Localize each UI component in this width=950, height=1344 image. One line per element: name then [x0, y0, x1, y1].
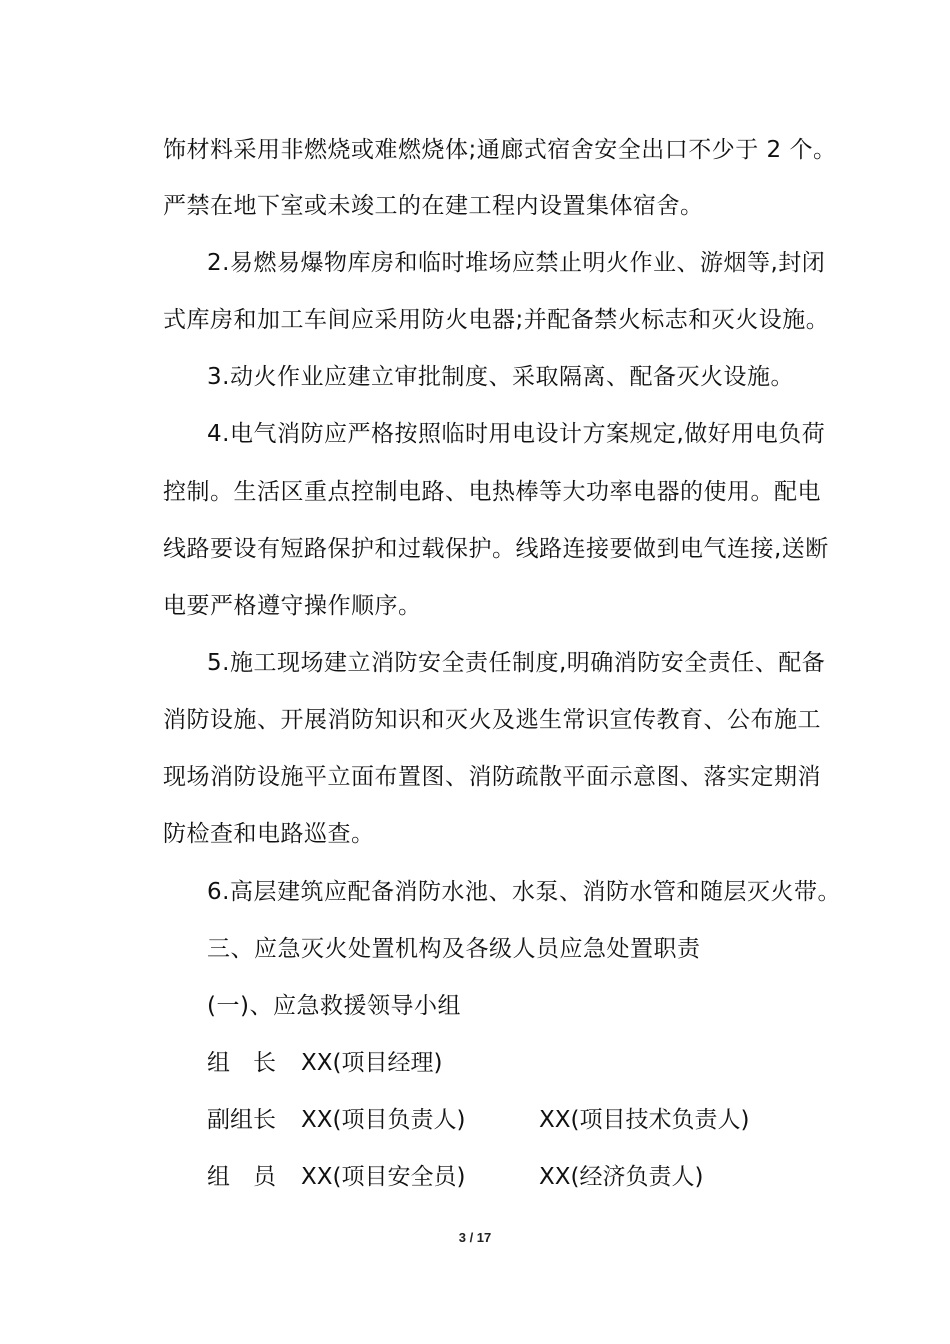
member-name: XX(项目经理): [301, 1050, 443, 1076]
role-title: 组 长: [207, 1050, 276, 1076]
paragraph-line: 现场消防设施平立面布置图、消防疏散平面示意图、落实定期消: [163, 764, 821, 790]
member-name: XX(项目技术负责人): [539, 1107, 750, 1133]
member-name: XX(项目负责人): [301, 1107, 466, 1133]
paragraph-line: 6.高层建筑应配备消防水池、水泵、消防水管和随层灭火带。: [207, 879, 841, 905]
paragraph-line: 线路要设有短路保护和过载保护。线路连接要做到电气连接,送断: [163, 536, 829, 562]
paragraph-line: 5.施工现场建立消防安全责任制度,明确消防安全责任、配备: [207, 650, 826, 676]
member-name: XX(经济负责人): [539, 1164, 704, 1190]
role-title: 副组长: [207, 1107, 276, 1133]
subsection-heading: (一)、应急救援领导小组: [207, 993, 461, 1019]
paragraph-line: 控制。生活区重点控制电路、电热棒等大功率电器的使用。配电: [163, 479, 821, 505]
paragraph-line: 消防设施、开展消防知识和灭火及逃生常识宣传教育、公布施工: [163, 707, 821, 733]
paragraph-line: 3.动火作业应建立审批制度、采取隔离、配备灭火设施。: [207, 364, 794, 390]
section-heading: 三、应急灭火处置机构及各级人员应急处置职责: [207, 936, 701, 962]
paragraph-line: 电要严格遵守操作顺序。: [163, 593, 422, 619]
paragraph-line: 饰材料采用非燃烧或难燃烧体;通廊式宿舍安全出口不少于 2 个。: [163, 137, 837, 163]
role-title: 组 员: [207, 1164, 276, 1190]
paragraph-line: 严禁在地下室或未竣工的在建工程内设置集体宿舍。: [163, 193, 704, 219]
member-name: XX(项目安全员): [301, 1164, 466, 1190]
paragraph-line: 防检查和电路巡查。: [163, 821, 375, 847]
paragraph-line: 2.易燃易爆物库房和临时堆场应禁止明火作业、游烟等,封闭: [207, 250, 826, 276]
paragraph-line: 4.电气消防应严格按照临时用电设计方案规定,做好用电负荷: [207, 421, 826, 447]
page-number: 3 / 17: [458, 1230, 492, 1245]
paragraph-line: 式库房和加工车间应采用防火电器;并配备禁火标志和灭火设施。: [163, 307, 830, 333]
